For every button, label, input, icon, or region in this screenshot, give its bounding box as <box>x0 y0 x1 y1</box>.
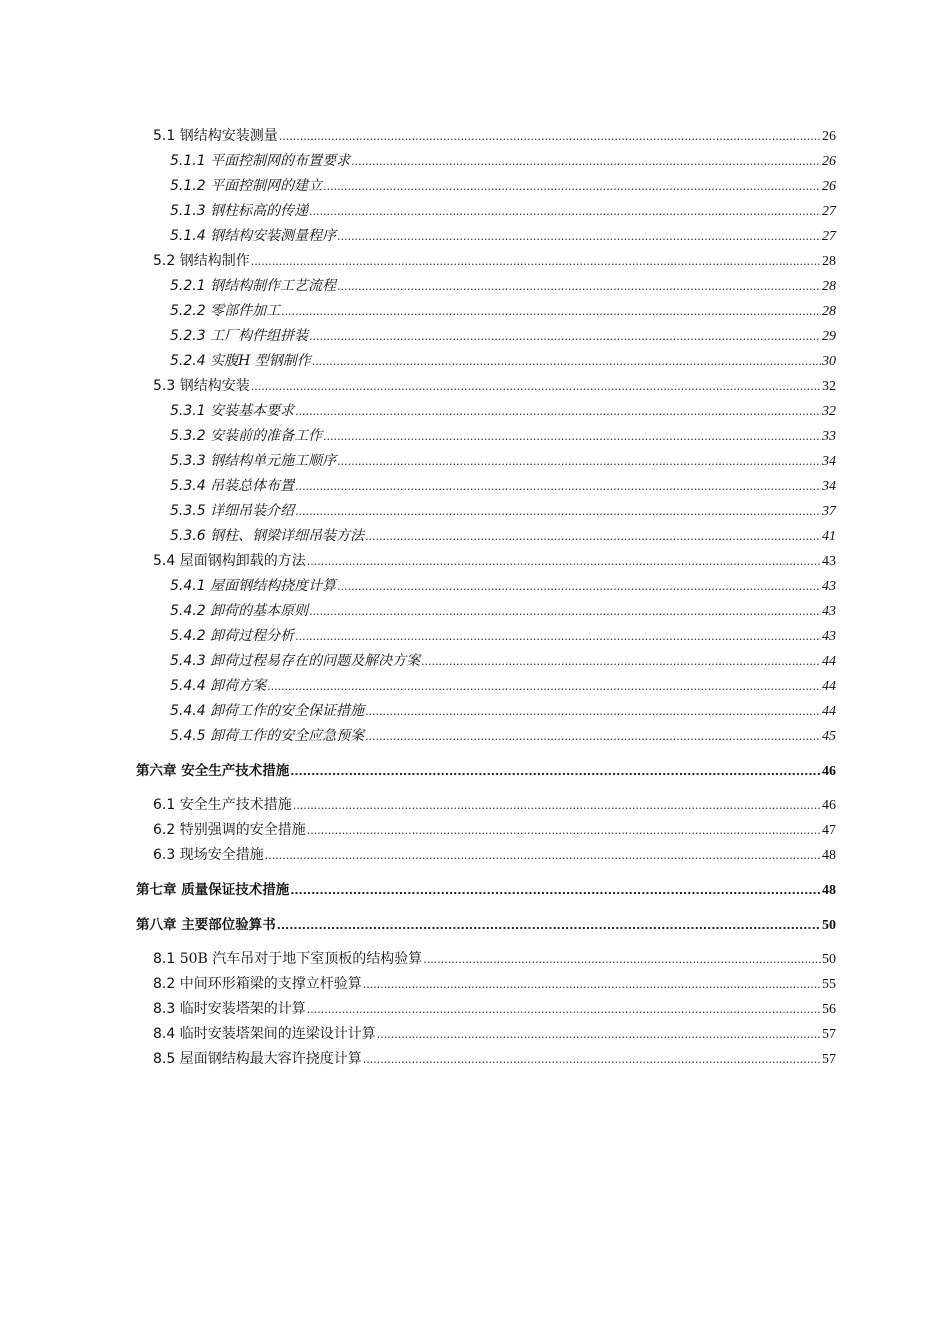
toc-entry-text: 卸荷过程分析 <box>210 628 295 644</box>
toc-entry-text: 安装前的准备工作 <box>210 428 323 444</box>
toc-entry-title <box>170 699 364 724</box>
toc-entry-number: 5.4.3 <box>170 653 206 669</box>
toc-entry-title <box>170 399 294 424</box>
dot-leader <box>277 913 821 938</box>
dot-leader <box>309 199 821 224</box>
toc-entry-number: 5.4.4 <box>170 703 206 719</box>
toc-chapter-entry[interactable] <box>136 878 836 903</box>
toc-entry-number: 5.1.1 <box>170 153 206 169</box>
toc-entry-title <box>170 274 336 299</box>
toc-entry-title <box>153 947 422 972</box>
dot-leader <box>421 649 821 674</box>
toc-entry-number: 5.4.4 <box>170 678 206 694</box>
toc-entry-title <box>170 149 350 174</box>
toc-entry-text: 现场安全措施 <box>179 847 264 863</box>
toc-entry-title <box>170 449 336 474</box>
toc-entry-title <box>136 878 289 903</box>
toc-entry-title <box>153 374 250 399</box>
toc-entry[interactable] <box>136 972 836 997</box>
toc-entry-title <box>170 499 294 524</box>
toc-entry-page: 26 <box>822 154 836 169</box>
toc-entry-number: 5.3.4 <box>170 478 206 494</box>
toc-entry-title <box>153 1047 362 1072</box>
toc-entry-number: 5.4.2 <box>170 603 206 619</box>
dot-leader <box>290 878 821 903</box>
toc-entry-page: 57 <box>822 1027 836 1042</box>
toc-entry-number: 5.2.3 <box>170 328 206 344</box>
dot-leader <box>290 759 821 784</box>
toc-entry-title <box>153 793 292 818</box>
toc-entry-title <box>170 174 322 199</box>
toc-entry[interactable] <box>136 674 836 699</box>
toc-entry-text: 屋面钢构卸载的方法 <box>179 553 306 569</box>
toc-entry[interactable] <box>136 947 836 972</box>
toc-entry[interactable] <box>136 324 836 349</box>
toc-entry-text: 平面控制网的建立 <box>210 178 323 194</box>
toc-entry[interactable] <box>136 549 836 574</box>
toc-entry-title <box>153 249 250 274</box>
toc-entry-text: 安装基本要求 <box>210 403 295 419</box>
toc-entry-page: 43 <box>822 579 836 594</box>
toc-entry-text: 屋面钢结构最大容许挠度计算 <box>179 1051 362 1067</box>
dot-leader <box>309 324 821 349</box>
toc-entry[interactable] <box>136 224 836 249</box>
toc-entry-page: 47 <box>822 823 836 838</box>
toc-entry-page: 28 <box>822 279 836 294</box>
toc-entry-page: 44 <box>822 679 836 694</box>
toc-entry-title <box>153 549 306 574</box>
toc-entry-text: 钢结构安装 <box>179 378 250 394</box>
toc-entry[interactable] <box>136 349 836 374</box>
dot-leader <box>267 674 821 699</box>
toc-entry-page: 27 <box>822 204 836 219</box>
toc-entry-text: 钢结构制作工艺流程 <box>210 278 337 294</box>
toc-entry[interactable] <box>136 599 836 624</box>
toc-entry-title <box>153 124 278 149</box>
toc-entry-page: 28 <box>822 304 836 319</box>
toc-entry-text: 临时安装塔架间的连梁设计计算 <box>179 1026 376 1042</box>
toc-chapter-entry[interactable] <box>136 913 836 938</box>
toc-entry-page: 34 <box>822 479 836 494</box>
toc-entry-page: 57 <box>822 1052 836 1067</box>
dot-leader <box>323 424 821 449</box>
toc-entry[interactable] <box>136 474 836 499</box>
dot-leader <box>337 574 821 599</box>
toc-entry-title <box>153 1022 376 1047</box>
toc-entry-page: 41 <box>822 529 836 544</box>
toc-entry-title <box>170 199 308 224</box>
toc-entry-text: 安全生产技术措施 <box>179 797 292 813</box>
toc-entry-number: 5.2.1 <box>170 278 206 294</box>
toc-entry[interactable] <box>136 699 836 724</box>
toc-entry-text: 临时安装塔架的计算 <box>179 1001 306 1017</box>
toc-entry-page: 34 <box>822 454 836 469</box>
dot-leader <box>337 274 821 299</box>
toc-entry[interactable] <box>136 274 836 299</box>
toc-chapter-entry[interactable] <box>136 759 836 784</box>
dot-leader <box>323 174 821 199</box>
toc-entry-text: 工厂构件组拼装 <box>210 328 309 344</box>
toc-entry-text: 钢结构单元施工顺序 <box>210 453 337 469</box>
toc-entry[interactable] <box>136 249 836 274</box>
toc-entry-text: 第八章 主要部位验算书 <box>136 917 276 933</box>
toc-entry-number: 5.3 <box>153 378 176 394</box>
toc-entry-number: 5.3.1 <box>170 403 206 419</box>
toc-entry-title <box>170 474 294 499</box>
toc-entry-text: 中间环形箱梁的支撑立杆验算 <box>179 976 362 992</box>
dot-leader <box>251 249 821 274</box>
toc-entry-number: 5.3.6 <box>170 528 206 544</box>
toc-entry-number: 5.4 <box>153 553 176 569</box>
toc-entry-text: 卸荷工作的安全应急预案 <box>210 728 365 744</box>
dot-leader <box>312 349 821 374</box>
toc-entry-text: 卸荷过程易存在的问题及解决方案 <box>210 653 421 669</box>
toc-entry[interactable] <box>136 649 836 674</box>
dot-leader <box>307 818 821 843</box>
toc-entry-number: 5.4.2 <box>170 628 206 644</box>
toc-entry-page: 26 <box>822 179 836 194</box>
toc-entry[interactable] <box>136 1047 836 1072</box>
dot-leader <box>251 374 821 399</box>
dot-leader <box>281 299 821 324</box>
toc-entry-page: 48 <box>822 883 836 898</box>
toc-entry-text: 特别强调的安全措施 <box>179 822 306 838</box>
toc-entry-title <box>170 599 308 624</box>
dot-leader <box>337 449 821 474</box>
toc-entry-text: 实腹H 型钢制作 <box>210 353 311 369</box>
toc-entry-page: 55 <box>822 977 836 992</box>
toc-entry-page: 43 <box>822 604 836 619</box>
toc-entry-page: 46 <box>822 798 836 813</box>
toc-entry-text: 卸荷方案 <box>210 678 267 694</box>
toc-entry-page: 48 <box>822 848 836 863</box>
dot-leader <box>293 793 821 818</box>
dot-leader <box>365 699 821 724</box>
toc-entry[interactable] <box>136 449 836 474</box>
toc-entry-number: 5.3.5 <box>170 503 206 519</box>
toc-entry-page: 37 <box>822 504 836 519</box>
dot-leader <box>295 499 821 524</box>
toc-entry-number: 6.3 <box>153 847 176 863</box>
toc-entry-text: 零部件加工 <box>210 303 281 319</box>
dot-leader <box>377 1022 821 1047</box>
toc-entry-title <box>170 574 336 599</box>
toc-entry-title <box>170 299 280 324</box>
toc-entry-number: 8.4 <box>153 1026 176 1042</box>
toc-entry-page: 33 <box>822 429 836 444</box>
dot-leader <box>295 624 821 649</box>
toc-entry-number: 6.1 <box>153 797 176 813</box>
toc-entry-title <box>170 624 294 649</box>
toc-entry-page: 43 <box>822 554 836 569</box>
toc-entry[interactable] <box>136 424 836 449</box>
toc-entry-text: 卸荷的基本原则 <box>210 603 309 619</box>
dot-leader <box>423 947 821 972</box>
toc-entry-title <box>170 224 336 249</box>
dot-leader <box>295 474 821 499</box>
dot-leader <box>365 524 821 549</box>
toc-entry[interactable] <box>136 199 836 224</box>
toc-entry-page: 26 <box>822 129 836 144</box>
toc-entry[interactable] <box>136 574 836 599</box>
toc-entry-page: 32 <box>822 404 836 419</box>
dot-leader <box>363 972 821 997</box>
toc-entry-page: 28 <box>822 254 836 269</box>
toc-entry-text: 卸荷工作的安全保证措施 <box>210 703 365 719</box>
toc-entry-number: 5.3.2 <box>170 428 206 444</box>
toc-entry-title <box>170 424 322 449</box>
toc-entry-page: 30 <box>822 354 836 369</box>
toc-entry-title <box>153 843 264 868</box>
toc-entry-page: 44 <box>822 654 836 669</box>
toc-entry-page: 46 <box>822 764 836 779</box>
dot-leader <box>309 599 821 624</box>
toc-entry-title <box>153 997 306 1022</box>
toc-entry-page: 50 <box>822 952 836 967</box>
toc-entry-number: 8.3 <box>153 1001 176 1017</box>
toc-entry-text: 钢结构安装测量 <box>179 128 278 144</box>
toc-entry[interactable] <box>136 149 836 174</box>
toc-entry-title <box>153 972 362 997</box>
toc-entry-number: 5.2.4 <box>170 353 206 369</box>
toc-entry-text: 吊装总体布置 <box>210 478 295 494</box>
toc-entry-number: 5.1.2 <box>170 178 206 194</box>
toc-entry-number: 5.1.3 <box>170 203 206 219</box>
toc-entry-page: 45 <box>822 729 836 744</box>
toc-entry[interactable] <box>136 793 836 818</box>
toc-entry-number: 5.1 <box>153 128 176 144</box>
toc-entry-title <box>136 913 276 938</box>
toc-entry[interactable] <box>136 174 836 199</box>
toc-entry-page: 27 <box>822 229 836 244</box>
toc-entry-number: 6.2 <box>153 822 176 838</box>
toc-entry-number: 5.3.3 <box>170 453 206 469</box>
toc-entry-number: 5.2 <box>153 253 176 269</box>
toc-entry-text: 屋面钢结构挠度计算 <box>210 578 337 594</box>
toc-entry-text: 详细吊装介绍 <box>210 503 295 519</box>
toc-entry-text: 钢柱标高的传递 <box>210 203 309 219</box>
table-of-contents <box>136 124 836 1072</box>
toc-entry-number: 8.1 <box>153 951 176 967</box>
toc-entry-number: 5.4.5 <box>170 728 206 744</box>
dot-leader <box>351 149 821 174</box>
toc-entry-title <box>170 649 420 674</box>
dot-leader <box>307 997 821 1022</box>
toc-entry[interactable] <box>136 499 836 524</box>
toc-entry-page: 44 <box>822 704 836 719</box>
toc-entry-page: 29 <box>822 329 836 344</box>
toc-entry-title <box>170 724 364 749</box>
toc-entry-text: 50B 汽车吊对于地下室顶板的结构验算 <box>179 951 423 967</box>
toc-entry-page: 56 <box>822 1002 836 1017</box>
toc-entry-number: 5.1.4 <box>170 228 206 244</box>
toc-entry[interactable] <box>136 843 836 868</box>
toc-entry-page: 50 <box>822 918 836 933</box>
toc-entry-number: 5.2.2 <box>170 303 206 319</box>
dot-leader <box>363 1047 821 1072</box>
toc-entry-text: 钢结构安装测量程序 <box>210 228 337 244</box>
toc-entry-title <box>136 759 289 784</box>
toc-entry[interactable] <box>136 997 836 1022</box>
dot-leader <box>365 724 821 749</box>
toc-entry[interactable] <box>136 524 836 549</box>
toc-entry[interactable] <box>136 124 836 149</box>
toc-entry[interactable] <box>136 624 836 649</box>
toc-entry-title <box>153 818 306 843</box>
toc-entry-title <box>170 349 311 374</box>
dot-leader <box>295 399 821 424</box>
toc-entry-text: 平面控制网的布置要求 <box>210 153 351 169</box>
dot-leader <box>265 843 821 868</box>
toc-entry-text: 钢结构制作 <box>179 253 250 269</box>
toc-entry-title <box>170 524 364 549</box>
toc-entry-number: 8.2 <box>153 976 176 992</box>
toc-entry-page: 43 <box>822 629 836 644</box>
toc-entry-page: 32 <box>822 379 836 394</box>
dot-leader <box>307 549 821 574</box>
toc-entry-title <box>170 324 308 349</box>
toc-entry-number: 8.5 <box>153 1051 176 1067</box>
dot-leader <box>279 124 821 149</box>
toc-entry[interactable] <box>136 374 836 399</box>
toc-entry-title <box>170 674 266 699</box>
toc-entry[interactable] <box>136 818 836 843</box>
dot-leader <box>337 224 821 249</box>
toc-entry[interactable] <box>136 399 836 424</box>
toc-entry-text: 钢柱、钢梁详细吊装方法 <box>210 528 365 544</box>
toc-entry-number: 5.4.1 <box>170 578 206 594</box>
toc-entry[interactable] <box>136 724 836 749</box>
toc-entry[interactable] <box>136 299 836 324</box>
toc-entry-text: 第六章 安全生产技术措施 <box>136 763 290 779</box>
toc-entry-text: 第七章 质量保证技术措施 <box>136 882 290 898</box>
toc-entry[interactable] <box>136 1022 836 1047</box>
